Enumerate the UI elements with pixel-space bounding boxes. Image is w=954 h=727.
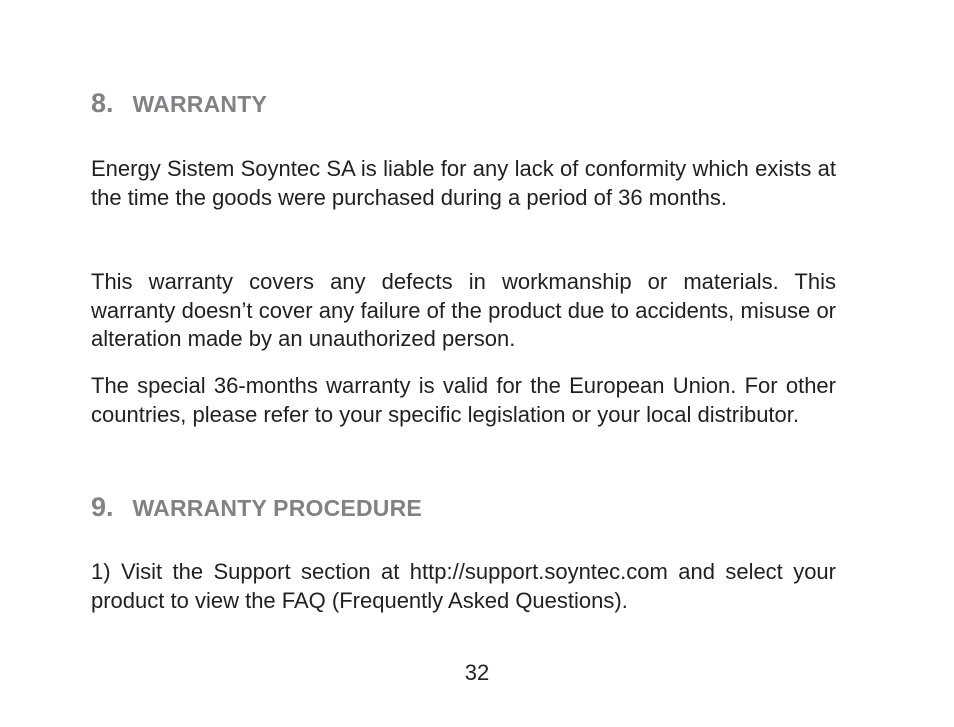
section-title: WARRANTY [132, 91, 268, 117]
section-heading-warranty-procedure [91, 492, 422, 523]
procedure-step-1-paragraph: 1) Visit the Support section at http://support.soyntec.com and select your product to view the FAQ (Frequently Asked Questions). [91, 559, 836, 613]
warranty-coverage-paragraph: This warranty covers any defects in workmanship or materials. This warranty doesn’t cover any failure of the product due to accidents, misuse or alteration made by an unauthorized person. [91, 269, 836, 351]
section-title: WARRANTY PROCEDURE [132, 495, 422, 521]
section-number: 8. [91, 88, 114, 118]
warranty-region-paragraph: The special 36-months warranty is valid for the European Union. For other countries, please refer to your specific legislation or your local distributor. [91, 373, 836, 427]
page-number: 32 [464, 660, 490, 685]
section-heading-warranty [91, 88, 267, 119]
warranty-liability-paragraph: Energy Sistem Soyntec SA is liable for any lack of conformity which exists at the time the goods were purchased during a period of 36 months. [91, 156, 836, 210]
section-number: 9. [91, 492, 114, 522]
